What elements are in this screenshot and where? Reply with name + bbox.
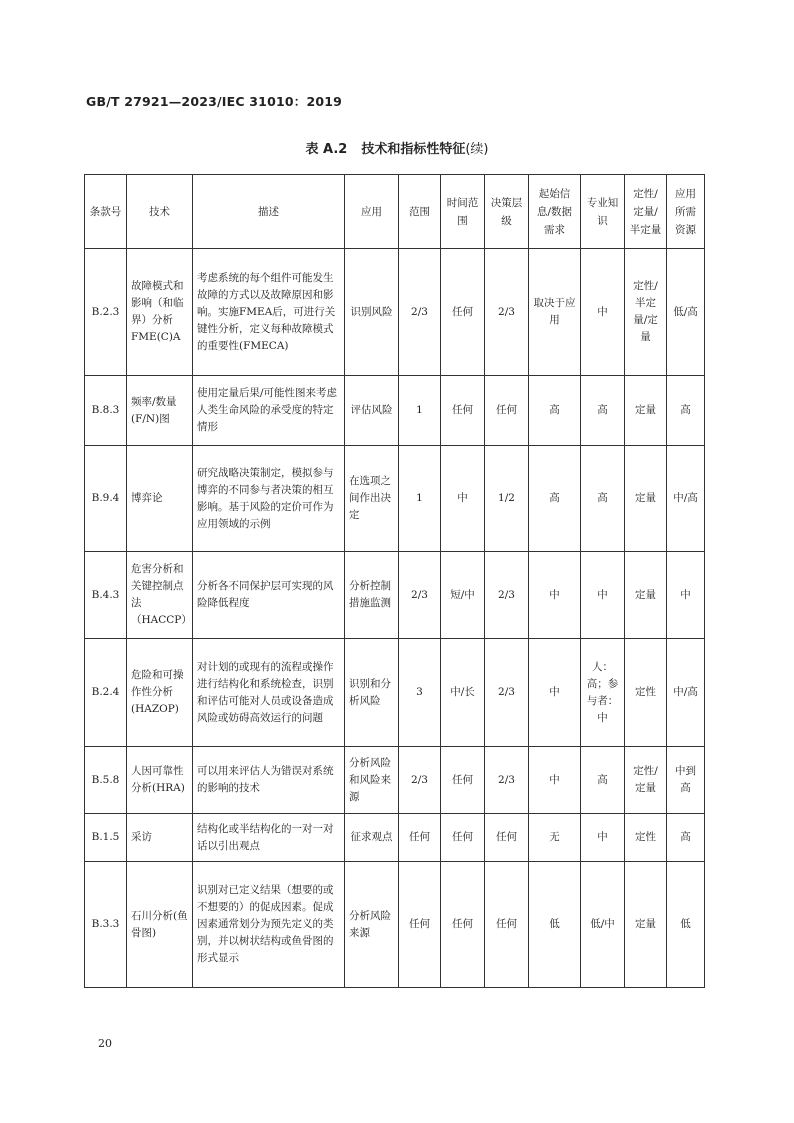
techniques-table [84, 174, 705, 988]
cell-description: 研究战略决策制定，模拟参与博弈的不同参与者决策的相互影响。基于风险的定价可作为应用领域的示例 [193, 446, 345, 552]
cell-time: 任何 [441, 862, 485, 988]
table-title-main: 技术和指标性特征 [361, 142, 466, 157]
cell-scope: 任何 [399, 862, 441, 988]
cell-expertise: 中 [581, 249, 625, 376]
cell-time: 任何 [441, 249, 485, 376]
cell-application: 征求观点 [345, 814, 399, 862]
table-row [85, 552, 705, 639]
cell-level: 2/3 [485, 552, 529, 639]
cell-expertise: 中 [581, 814, 625, 862]
table-row [85, 446, 705, 552]
cell-clause: B.2.4 [85, 639, 127, 747]
table-row [85, 862, 705, 988]
cell-application: 识别和分析风险 [345, 639, 399, 747]
cell-technique: 博弈论 [127, 446, 193, 552]
cell-clause: B.9.4 [85, 446, 127, 552]
cell-description: 对计划的或现有的流程或操作进行结构化和系统检查，识别和评估可能对人员或设备造成风险或妨碍高效运行的问题 [193, 639, 345, 747]
cell-time: 任何 [441, 376, 485, 446]
cell-technique: 采访 [127, 814, 193, 862]
cell-scope: 2/3 [399, 249, 441, 376]
cell-type: 定性 [625, 814, 667, 862]
cell-description: 分析各不同保护层可实现的风险降低程度 [193, 552, 345, 639]
cell-clause: B.4.3 [85, 552, 127, 639]
cell-resources: 中 [667, 552, 705, 639]
cell-scope: 1 [399, 376, 441, 446]
cell-description: 识别对已定义结果（想要的或不想要的）的促成因素。促成因素通常划分为预先定义的类别，并以树状结构或鱼骨图的形式显示 [193, 862, 345, 988]
cell-type: 定量 [625, 552, 667, 639]
cell-expertise: 高 [581, 747, 625, 814]
cell-clause: B.2.3 [85, 249, 127, 376]
cell-description: 可以用来评估人为错误对系统的影响的技术 [193, 747, 345, 814]
cell-time: 任何 [441, 747, 485, 814]
table-row [85, 747, 705, 814]
cell-time: 中 [441, 446, 485, 552]
cell-scope: 任何 [399, 814, 441, 862]
col-header-resources: 应用所需资源 [667, 175, 705, 249]
cell-expertise: 高 [581, 376, 625, 446]
cell-technique: 石川分析(鱼骨图) [127, 862, 193, 988]
header-row [85, 175, 705, 249]
col-header-clause: 条款号 [85, 175, 127, 249]
cell-application: 分析风险来源 [345, 862, 399, 988]
cell-type: 定性 [625, 639, 667, 747]
cell-resources: 低 [667, 862, 705, 988]
cell-application: 分析风险和风险来源 [345, 747, 399, 814]
cell-description: 使用定量后果/可能性图来考虑人类生命风险的承受度的特定情形 [193, 376, 345, 446]
cell-resources: 低/高 [667, 249, 705, 376]
table-row [85, 376, 705, 446]
cell-level: 2/3 [485, 639, 529, 747]
cell-data: 中 [529, 747, 581, 814]
cell-technique: 危害分析和关键控制点法（HACCP） [127, 552, 193, 639]
cell-application: 在选项之间作出决定 [345, 446, 399, 552]
cell-level: 2/3 [485, 249, 529, 376]
cell-level: 2/3 [485, 747, 529, 814]
cell-type: 定量 [625, 446, 667, 552]
cell-data: 高 [529, 376, 581, 446]
cell-clause: B.5.8 [85, 747, 127, 814]
col-header-level: 决策层级 [485, 175, 529, 249]
cell-type: 定量 [625, 862, 667, 988]
table-title-suffix: (续) [465, 142, 489, 157]
table-row [85, 249, 705, 376]
cell-clause: B.3.3 [85, 862, 127, 988]
cell-data: 低 [529, 862, 581, 988]
cell-technique: 频率/数量(F/N)图 [127, 376, 193, 446]
cell-technique: 故障模式和影响（和临界）分析FME(C)A [127, 249, 193, 376]
cell-application: 分析控制措施监测 [345, 552, 399, 639]
col-header-type: 定性/定量/半定量 [625, 175, 667, 249]
cell-resources: 高 [667, 814, 705, 862]
page-number: 20 [98, 1037, 112, 1050]
cell-data: 无 [529, 814, 581, 862]
cell-expertise: 中 [581, 552, 625, 639]
col-header-data: 起始信息/数据需求 [529, 175, 581, 249]
table-row [85, 814, 705, 862]
cell-scope: 1 [399, 446, 441, 552]
cell-time: 中/长 [441, 639, 485, 747]
col-header-technique: 技术 [127, 175, 193, 249]
cell-time: 任何 [441, 814, 485, 862]
cell-description: 考虑系统的每个组件可能发生故障的方式以及故障原因和影响。实施FMEA后，可进行关键性分析，定义每种故障模式的重要性(FMECA) [193, 249, 345, 376]
cell-application: 识别风险 [345, 249, 399, 376]
cell-level: 任何 [485, 376, 529, 446]
cell-scope: 2/3 [399, 747, 441, 814]
cell-level: 任何 [485, 814, 529, 862]
col-header-expertise: 专业知识 [581, 175, 625, 249]
cell-expertise: 人：高；参与者：中 [581, 639, 625, 747]
cell-type: 定性/定量 [625, 747, 667, 814]
table-row [85, 639, 705, 747]
cell-data: 中 [529, 639, 581, 747]
cell-expertise: 高 [581, 446, 625, 552]
cell-scope: 3 [399, 639, 441, 747]
cell-resources: 高 [667, 376, 705, 446]
table-title-prefix: 表 A.2 [305, 142, 348, 157]
cell-application: 评估风险 [345, 376, 399, 446]
cell-resources: 中到高 [667, 747, 705, 814]
standard-header: GB/T 27921—2023/IEC 31010：2019 [86, 94, 343, 109]
cell-technique: 危险和可操作性分析(HAZOP) [127, 639, 193, 747]
col-header-scope: 范围 [399, 175, 441, 249]
cell-data: 高 [529, 446, 581, 552]
cell-clause: B.1.5 [85, 814, 127, 862]
cell-technique: 人因可靠性分析(HRA) [127, 747, 193, 814]
cell-data: 中 [529, 552, 581, 639]
cell-data: 取决于应用 [529, 249, 581, 376]
col-header-application: 应用 [345, 175, 399, 249]
cell-type: 定性/半定量/定量 [625, 249, 667, 376]
cell-level: 1/2 [485, 446, 529, 552]
cell-expertise: 低/中 [581, 862, 625, 988]
cell-type: 定量 [625, 376, 667, 446]
cell-resources: 中/高 [667, 639, 705, 747]
table-title [0, 138, 794, 157]
cell-clause: B.8.3 [85, 376, 127, 446]
cell-level: 任何 [485, 862, 529, 988]
col-header-time: 时间范围 [441, 175, 485, 249]
col-header-description: 描述 [193, 175, 345, 249]
cell-time: 短/中 [441, 552, 485, 639]
cell-description: 结构化或半结构化的一对一对话以引出观点 [193, 814, 345, 862]
cell-resources: 中/高 [667, 446, 705, 552]
cell-scope: 2/3 [399, 552, 441, 639]
